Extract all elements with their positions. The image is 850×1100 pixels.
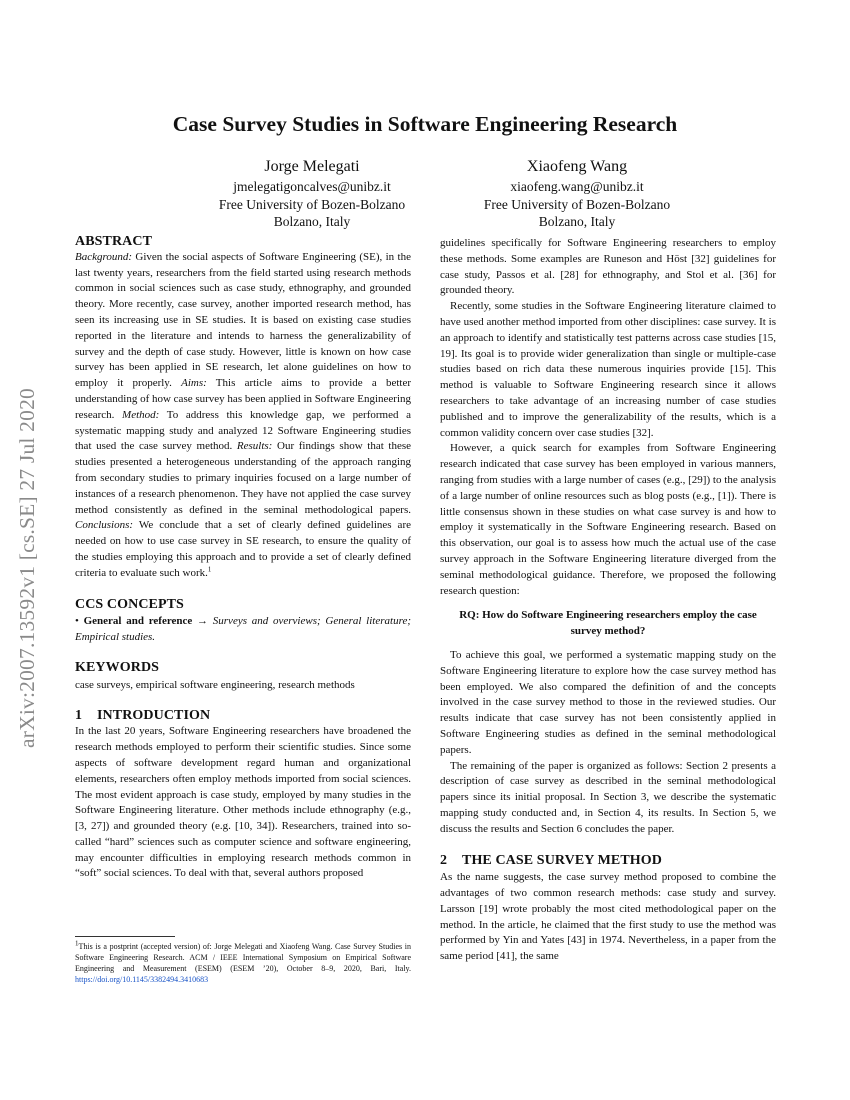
abstract-aims: This article aims to provide a better understanding of how case survey has been applied in Software Engineering research. xyxy=(75,377,412,421)
ccs-heading: CCS CONCEPTS xyxy=(75,596,184,612)
doi-link[interactable]: https://doi.org/10.1145/3382494.3410683 xyxy=(75,975,209,984)
intro-paragraph-1-continued: guidelines specifically for Software Engineering researchers to employ these methods. Some examples are Runeson and Höst [32] guidelines for case study, Passos et al. [28] for ethnography, and Stol et al. [36] for grounded theory. xyxy=(440,237,776,297)
abstract-results-label: Results: xyxy=(236,440,273,453)
research-question: RQ: How do Software Engineering researchers employ the case survey method? xyxy=(459,609,757,638)
section-2-heading xyxy=(440,853,776,869)
abstract-conclusions: We conclude that a set of clearly defined guidelines are needed on how to use case survey in SE research, to ensure the quality of the studies employing this approach and to provide a set of clearly defined criteria to evaluate such work. xyxy=(75,519,411,579)
abstract-heading: ABSTRACT xyxy=(75,234,153,249)
author-location: Bolzano, Italy xyxy=(538,214,616,229)
footnote-rule xyxy=(75,936,175,937)
author-affiliation: Free University of Bozen-Bolzano xyxy=(483,196,671,212)
abstract-background: Given the social aspects of Software Engineering (SE), in the last twenty years, researchers from the field started using research methods common in social sciences such as case study, ethnography, and grounded theory. More recently, case survey, another imported research method, has seen its increasing use in SE studies. It is based on existing case studies reported in the literature and intends to harness the generalizability of survey and the depth of case study. However, little is known on how case survey has been applied in SE research, let alone guidelines on how to employ it properly. xyxy=(75,250,411,390)
intro-heading xyxy=(75,708,411,724)
intro-paragraph-4: To achieve this goal, we performed a systematic mapping study on the Software Engineering literature to explore how the case survey method has been employed. We also compared the definition of and the concepts involved in the case survey method to those in the reviewed studies. Our results indicate that case survey has not been consistently applied in Software Engineering studies as defined in the seminal methodological papers. xyxy=(440,648,776,756)
author-email: jmelegatigoncalves@unibz.it xyxy=(233,179,391,194)
keywords-text: case surveys, empirical software engineering, research methods xyxy=(75,678,355,691)
footnote-number: 1 xyxy=(75,939,79,948)
ccs-arrow: → xyxy=(197,615,209,628)
author-email: xiaofeng.wang@unibz.it xyxy=(510,179,644,194)
keywords-heading: KEYWORDS xyxy=(75,659,160,675)
author-name: Jorge Melegati xyxy=(264,158,360,175)
left-column xyxy=(75,234,411,882)
abstract-method-label: Method: xyxy=(122,408,160,421)
section-2-title: THE CASE SURVEY METHOD xyxy=(462,853,662,869)
section-2-paragraph-1: As the name suggests, the case survey method proposed to combine the advantages of two common research methods: case study and survey. Larsson [19] wrote probably the most cited methodological paper on the method. In the article, he claimed that the first study to use the method was performed by Yin and Yates [43] in 1974. Nevertheless, in a paper from the same period [41], the same xyxy=(440,871,776,963)
footnote xyxy=(75,941,411,985)
arxiv-stamp: arXiv:2007.13592v1 [cs.SE] 27 Jul 2020 xyxy=(15,388,39,748)
abstract-conclusions-label: Conclusions: xyxy=(75,519,134,532)
author-block-2 xyxy=(417,157,737,231)
intro-title: INTRODUCTION xyxy=(97,707,211,723)
author-location: Bolzano, Italy xyxy=(273,214,351,229)
ccs-bullet: • xyxy=(75,615,79,628)
section-2-number: 2 xyxy=(440,853,448,869)
paper-title: Case Survey Studies in Software Engineering Research xyxy=(172,112,678,136)
ccs-body xyxy=(75,614,411,646)
abstract-body xyxy=(75,250,411,582)
abstract-aims-label: Aims: xyxy=(181,377,207,390)
ccs-general: General and reference xyxy=(83,615,193,628)
intro-paragraph-3: However, a quick search for examples from Software Engineering research indicated that case survey has been employed in various manners, ranging from studies with a large number of cases (e.g., [29]) to the analysis of a large number of online resources such as blog posts (e.g., [1]). There is little consensus shown in these studies on what case survey is and how to employ it systematically in the Software Engineering research. Based on this observation, our goal is to assess how much the actual use of the case survey approach in the Software Engineering literature diverged from the seminal methodological guidance. Therefore, we proposed the following research question: xyxy=(440,442,776,597)
abstract-background-label: Background: xyxy=(75,250,133,263)
intro-paragraph-2: Recently, some studies in the Software Engineering literature claimed to have used another method imported from other disciplines: case survey. It is an approach to identify and statistically test patterns across case studies [15, 19]. Its goal is to provide wider generalization than single or multiple-case studies based on rich data these numerous inquiries provide [15]. This method is valuable to Software Engineering research since it allows researchers to take advantage of an increasing number of case studies published and to improve the generalizability of the results, which is a common validity concern over case studies [32]. xyxy=(440,300,776,439)
abstract-results: Our findings show that these studies presented a heterogeneous understanding of the approach ranging from secondary studies to primary inquiries focused on a large number of instances of a research phenomenon. They have not applied the case survey method consistently as defined in the seminal methodological papers. xyxy=(75,440,412,516)
footnote-text: This is a postprint (accepted version) of: Jorge Melegati and Xiaofeng Wang. Case Survey Studies in Software Engineering Research. ACM / IEEE International Symposium on Empirical Software Engineering and Measurement (ESEM) (ESEM ’20), October 8–9, 2020, Bari, Italy. xyxy=(75,942,411,973)
author-name: Xiaofeng Wang xyxy=(526,158,628,175)
abstract-method: To address this knowledge gap, we performed a systematic mapping study and analyzed 12 Software Engineering studies that used the case survey method. xyxy=(75,408,412,453)
right-column xyxy=(440,236,776,965)
ccs-concepts: Surveys and overviews; General literature; Empirical studies. xyxy=(75,615,411,644)
intro-number: 1 xyxy=(75,707,83,723)
intro-paragraph-1: In the last 20 years, Software Engineering researchers have broadened the research methods employed to perform their scientific studies. Since some aspects of software development regard human and organizational elements, researchers often employ methods imported from social sciences. The most evident approach is case study, employed by many studies in the Software Engineering literature. Other methods include ethnography (e.g., [3, 27]) and grounded theory (e.g. [10, 34]). Researchers, trained into so-called “hard” sciences such as computer science and software engineering, may encounter difficulties in employing research methods common in “soft” social sciences. To deal with that, several authors proposed xyxy=(75,725,411,880)
author-affiliation: Free University of Bozen-Bolzano xyxy=(218,196,406,212)
intro-paragraph-5: The remaining of the paper is organized as follows: Section 2 presents a description of case survey as described in the seminal methodological papers since its initial proposal. In Section 3, we describe the systematic mapping study conducted and, in Section 4, its results. In Section 5, we discuss the results and Section 6 concludes the paper. xyxy=(440,759,776,835)
footnote-marker[interactable]: 1 xyxy=(207,565,212,574)
